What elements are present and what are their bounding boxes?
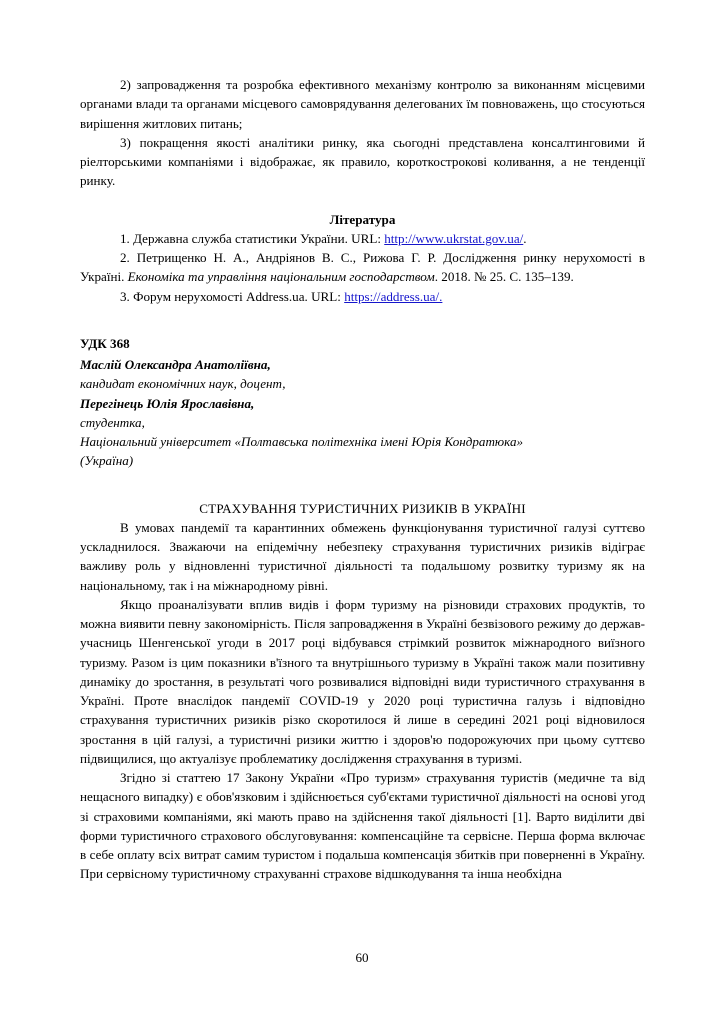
reference-3-link[interactable]: https://address.ua/.: [344, 288, 443, 304]
reference-item-1: [80, 229, 645, 248]
author-name-2: Перегінець Юлія Ярославівна,: [80, 395, 255, 411]
reference-1-text: 1. Державна служба статистики України. URL:: [120, 230, 385, 246]
reference-3-text: 3. Форум нерухомості Address.ua. URL:: [120, 288, 345, 304]
page-number: 60: [355, 950, 369, 965]
body-paragraph-2: Якщо проаналізувати вплив видів і форм туризму на різновиди страхових продуктів, то можна виявити певну закономірність. Після запровадження в Україні безвізового режиму до держав-учасниць Шенгенської угоди в 2017 році відбувався стрімкий розвиток міжнародного виїзного туризму. Разом із цим показники в'їзного та внутрішнього туризму в Україні також мали позитивну динаміку до зростання, в результаті чого розвивалися відповідні види туристичного страхування в Україні. Проте внаслідок пандемії COVID-19 у 2020 році туристична галузь і відповідно страхування туристичних ризиків різко скоротилося й лише в середині 2021 році відновилося зростання в цій галузі, а туристичні ризики життю і здоров'ю подорожуючих при цьому суттєво підвищилися, що актуалізує проблематику дослідження страхування в туризмі.: [80, 596, 645, 766]
author-name-1: Маслій Олександра Анатоліївна,: [80, 357, 271, 372]
author-title-1: кандидат економічних наук, доцент,: [80, 376, 286, 392]
reference-item-2: [80, 248, 645, 287]
reference-2-suffix: . 2018. № 25. С. 135–139.: [434, 269, 574, 285]
body-paragraph-3: Згідно зі статтею 17 Закону України «Про туризм» страхування туристів (медичне та від нещасного випадку) є обов'язковим і здійснюється суб'єктами туристичної діяльності на основі угод зі страховими компаніями, які мають право на здійснення такої діяльності [1]. Варто виділити дві форми туристичного страхового обслуговування: компенсаційне та сервісне. Перша форма включає в себе оплату всіх витрат самим туристом і подальша компенсація збитків при поверненні в Україну. При сервісному туристичному страхуванні страхове відшкодування та інша необхідна: [80, 770, 645, 882]
reference-item-3: [80, 287, 645, 306]
list-item: 3) покращення якості аналітики ринку, яка сьогодні представлена консалтинговими й ріелторськими компаніями і відображає, як правило, короткострокові коливання, а не тенденції ринку.: [80, 134, 645, 189]
author-title-2: студентка,: [80, 414, 145, 430]
list-item: 2) запровадження та розробка ефективного механізму контролю за виконанням місцевими органами влади та органами місцевого самоврядування делегованих їм повноважень, що стосуються вирішення житлових питань;: [80, 77, 645, 131]
page-content: [80, 75, 645, 884]
article-title: СТРАХУВАННЯ ТУРИСТИЧНИХ РИЗИКІВ В УКРАЇНІ: [199, 500, 526, 516]
body-paragraph-1: В умовах пандемії та карантинних обмежень функціонування туристичної галузі суттєво ускладнилося. Зважаючи на епідемічну небезпеку страхування туристичних ризиків відіграє важливу роль у відновленні туристичної діяльності та подальшому розвитку туризму як на національному, так і на міжнародному рівні.: [80, 519, 645, 593]
author-block: [80, 355, 645, 471]
reference-1-link[interactable]: http://www.ukrstat.gov.ua/: [384, 230, 524, 246]
reference-1-suffix: .: [523, 230, 527, 246]
udk-code: УДК 368: [80, 335, 130, 351]
references-heading: Література: [329, 211, 396, 227]
reference-2-journal: Економіка та управління національним господарством: [127, 269, 435, 285]
country: (Україна): [80, 453, 134, 469]
affiliation: Національний університет «Полтавська політехніка імені Юрія Кондратюка»: [80, 434, 524, 449]
reference-2-text: 2. Петрищенко Н. А., Андріянов В. С., Рижова Г. Р. Дослідження ринку нерухомості в Україні.: [80, 250, 645, 285]
